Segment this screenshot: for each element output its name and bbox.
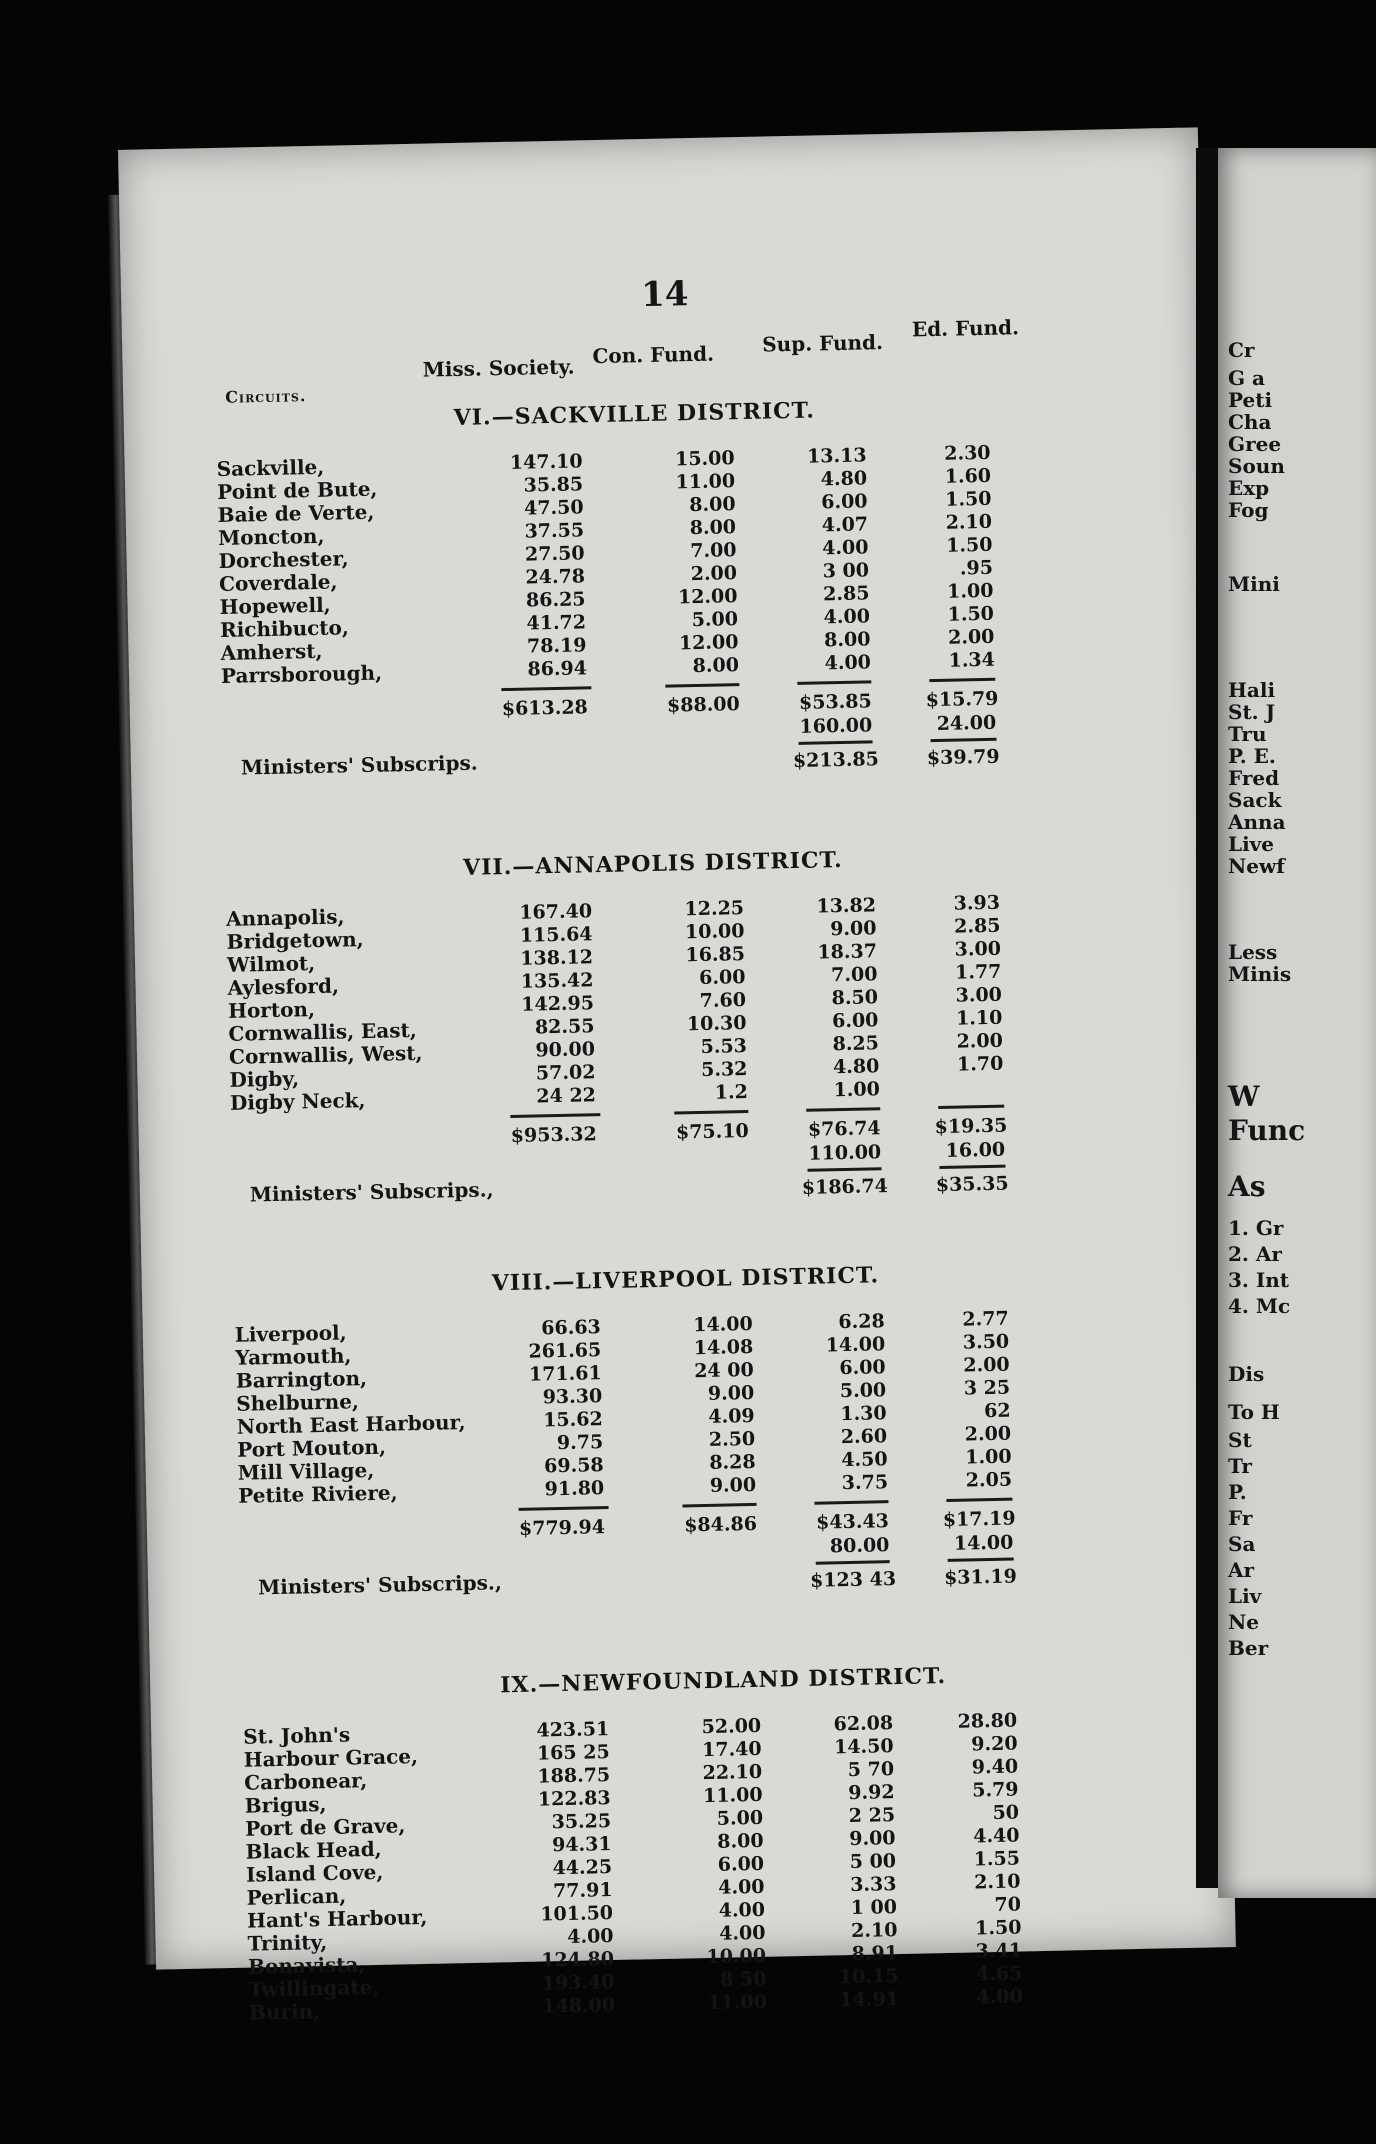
next-page-fragment: Gree	[1228, 432, 1282, 456]
sup-fund-value: 4.80	[832, 1055, 880, 1079]
district-title: VII.—ANNAPOLIS DISTRICT.	[462, 846, 843, 881]
total-rule	[682, 1503, 756, 1508]
circuit-name: Barrington,	[235, 1366, 368, 1393]
next-page-fragment: Less	[1228, 940, 1278, 964]
con-fund-value: 8.00	[717, 1829, 764, 1853]
miss-society-value: 193.40	[541, 1971, 615, 1995]
sup-fund-value: 9.00	[829, 917, 877, 941]
next-page-fragment: Fred	[1228, 766, 1280, 790]
total-rule	[501, 686, 591, 691]
circuit-name: Parrsborough,	[220, 660, 383, 688]
next-page-fragment: G a	[1228, 366, 1266, 390]
miss-society-value: 78.19	[526, 634, 587, 658]
con-fund-value: 2.50	[708, 1427, 756, 1451]
sup-fund-total: $53.85	[798, 690, 872, 714]
miss-society-value: 57.02	[535, 1061, 596, 1085]
next-page-fragment: Mini	[1228, 572, 1280, 596]
sup-fund-value: 14.00	[825, 1333, 886, 1357]
ed-fund-value: 1.34	[948, 648, 996, 672]
sup-fund-grand-total: $213.85	[792, 748, 880, 772]
circuit-name: Mill Village,	[237, 1457, 375, 1485]
ed-fund-value: 1.50	[974, 1916, 1022, 1940]
ed-fund-total: $19.35	[934, 1114, 1008, 1139]
next-page-fragment: Live	[1228, 832, 1275, 856]
header-sup-fund: Sup. Fund.	[761, 330, 884, 357]
header-circuits: Circuits.	[225, 386, 307, 407]
ed-fund-value: 3.00	[954, 937, 1002, 961]
sup-fund-value: 9.00	[849, 1827, 896, 1851]
next-page-fragment: Ber	[1228, 1636, 1269, 1660]
miss-society-value: 47.50	[523, 496, 584, 520]
con-fund-value: 22.10	[702, 1760, 763, 1785]
next-page-fragment: Sack	[1228, 788, 1282, 812]
sup-fund-value: 6.00	[831, 1009, 879, 1033]
miss-society-total: $953.32	[510, 1123, 597, 1147]
miss-society-value: 147.10	[509, 450, 583, 474]
district-section	[150, 1657, 1230, 2025]
sup-fund-value: 6.00	[839, 1356, 886, 1380]
next-page-fragment: Cr	[1228, 338, 1255, 362]
ministers-sup-value: 110.00	[808, 1141, 882, 1165]
con-fund-value: 8.00	[689, 493, 736, 517]
circuit-name: Aylesford,	[227, 973, 340, 1000]
con-fund-value: 11.00	[675, 470, 736, 494]
miss-society-value: 86.94	[527, 657, 588, 681]
ed-fund-value: 2.00	[947, 625, 995, 649]
ed-fund-value: 1.00	[965, 1445, 1012, 1469]
ed-fund-value: 5.79	[972, 1778, 1019, 1802]
con-fund-value: 1.2	[714, 1081, 749, 1104]
miss-society-value: 423.51	[536, 1718, 610, 1742]
miss-society-value: 124.80	[541, 1948, 615, 1972]
con-fund-value: 10.30	[686, 1012, 747, 1036]
con-fund-total: $88.00	[666, 693, 740, 717]
circuit-name: Digby Neck,	[229, 1088, 366, 1115]
sup-fund-value: 2 25	[848, 1804, 896, 1828]
circuit-name: Amherst,	[220, 638, 323, 665]
next-page-fragment: Func	[1228, 1114, 1306, 1147]
sup-fund-value: 13.13	[806, 444, 867, 468]
miss-society-value: 9.75	[556, 1431, 604, 1455]
total-rule	[510, 1113, 600, 1118]
total-rule	[946, 1498, 1012, 1502]
next-page-fragment: To H	[1228, 1400, 1280, 1424]
next-page-fragment: Peti	[1228, 388, 1273, 412]
circuit-name: Cornwallis, West,	[228, 1040, 423, 1069]
sup-fund-value: 6.28	[838, 1310, 885, 1334]
circuit-name: Island Cove,	[245, 1859, 384, 1887]
total-rule	[797, 680, 871, 685]
con-fund-value: 14.00	[693, 1312, 753, 1337]
miss-society-value: 138.12	[520, 946, 594, 970]
miss-society-value: 142.95	[521, 992, 595, 1016]
sup-fund-value: 5 00	[849, 1850, 897, 1874]
circuit-name: Trinity,	[247, 1930, 328, 1956]
circuit-name: Hant's Harbour,	[246, 1904, 428, 1933]
ministers-sup-value: 80.00	[829, 1534, 890, 1558]
miss-society-value: 37.55	[524, 519, 585, 543]
miss-society-total: $779.94	[518, 1516, 606, 1540]
miss-society-value: 41.72	[526, 611, 587, 635]
ed-fund-value: 1.50	[944, 487, 992, 511]
miss-society-value: 167.40	[519, 900, 593, 924]
sup-fund-value: 2.10	[850, 1919, 898, 1943]
district-title: VI.—SACKVILLE DISTRICT.	[453, 397, 816, 432]
total-rule	[665, 683, 739, 688]
sup-fund-grand-total: $123 43	[809, 1568, 897, 1592]
header-con-fund: Con. Fund.	[592, 341, 715, 369]
sup-fund-value: 8.00	[823, 628, 871, 652]
con-fund-value: 5.00	[716, 1806, 764, 1830]
ed-fund-value: 3 25	[963, 1376, 1011, 1400]
sup-fund-value: 6.00	[821, 490, 868, 514]
next-page-fragment: Ne	[1228, 1610, 1260, 1634]
miss-society-value: 35.85	[523, 473, 584, 497]
miss-society-value: 165 25	[536, 1741, 610, 1765]
circuit-name: Harbour Grace,	[243, 1744, 419, 1772]
ed-fund-value: 1.00	[946, 579, 994, 603]
miss-society-value: 86.25	[525, 588, 586, 612]
next-page-fragment: 3. Int	[1228, 1268, 1289, 1292]
next-page-fragment: Cha	[1228, 410, 1272, 434]
header-miss-society: Miss. Society.	[422, 354, 575, 382]
sup-fund-value: 1.30	[840, 1402, 887, 1426]
con-fund-value: 4.09	[708, 1404, 755, 1428]
next-page-fragment: 2. Ar	[1228, 1242, 1282, 1266]
ed-fund-value: 2.85	[953, 914, 1001, 938]
con-fund-value: 4.00	[718, 1898, 766, 1922]
ed-fund-value: 50	[992, 1801, 1020, 1825]
con-fund-value: 12.00	[677, 585, 738, 609]
circuit-name: Hopewell,	[219, 592, 331, 619]
con-fund-value: 10.00	[684, 920, 745, 944]
ed-fund-value: 1.60	[944, 464, 992, 488]
ed-fund-grand-total: $35.35	[935, 1172, 1009, 1197]
total-rule	[519, 1506, 609, 1511]
ed-fund-value: 2.00	[964, 1422, 1012, 1446]
next-page-fragment: P.	[1228, 1480, 1247, 1504]
circuit-name: Twillingate,	[248, 1974, 380, 2002]
ed-fund-total: $15.79	[925, 687, 999, 712]
miss-society-value: 69.58	[543, 1454, 604, 1478]
miss-society-value: 122.83	[537, 1787, 611, 1811]
ed-fund-grand-total: $39.79	[926, 745, 1000, 770]
miss-society-value: 66.63	[541, 1316, 601, 1340]
con-fund-value: 5.53	[700, 1035, 748, 1058]
next-page-fragment: As	[1228, 1170, 1266, 1203]
ed-fund-value: 3.41	[975, 1939, 1023, 1963]
con-fund-value: 5.00	[691, 608, 739, 632]
miss-society-value: 90.00	[535, 1038, 596, 1062]
circuit-name: Coverdale,	[218, 569, 338, 596]
sup-fund-total: $76.74	[807, 1117, 881, 1141]
miss-society-value: 148.00	[542, 1994, 616, 2018]
con-fund-value: 11.00	[707, 1990, 768, 2015]
next-page-fragment: Newf	[1228, 854, 1285, 878]
circuit-name: Black Head,	[245, 1836, 382, 1864]
ed-fund-value: 2.10	[973, 1870, 1021, 1894]
book-gutter	[1196, 148, 1220, 1888]
ministers-subscrips-label: Ministers' Subscrips.,	[249, 1177, 494, 1207]
sup-fund-value: 9.92	[848, 1781, 895, 1805]
grand-total-rule	[816, 1560, 890, 1565]
ed-fund-value: 2.00	[956, 1029, 1004, 1053]
miss-society-value: 188.75	[537, 1764, 611, 1788]
total-rule	[929, 678, 995, 682]
sup-fund-value: 3 00	[822, 559, 870, 583]
sup-fund-value: 5 70	[847, 1758, 895, 1782]
circuit-name: Burin,	[248, 1999, 321, 2025]
miss-society-value: 4.00	[567, 1925, 614, 1948]
circuit-name: Carbonear,	[243, 1768, 368, 1795]
next-page-fragment: 1. Gr	[1228, 1216, 1284, 1240]
circuit-name: Moncton,	[217, 523, 325, 550]
next-page-fragment: Minis	[1228, 962, 1292, 986]
con-fund-value: 24 00	[693, 1358, 754, 1383]
circuit-name: Annapolis,	[225, 904, 345, 931]
miss-society-value: 171.61	[528, 1362, 602, 1386]
con-fund-value: 52.00	[701, 1714, 762, 1739]
circuit-name: Perlican,	[246, 1883, 347, 1910]
con-fund-value: 16.85	[685, 943, 746, 967]
miss-society-value: 93.30	[542, 1385, 603, 1409]
ed-fund-total: $17.19	[942, 1507, 1016, 1532]
con-fund-value: 8.00	[692, 654, 740, 678]
circuit-name: Brigus,	[244, 1791, 327, 1818]
total-rule	[814, 1500, 888, 1505]
sup-fund-value: 8.91	[851, 1942, 899, 1966]
con-fund-value: 10.00	[706, 1944, 767, 1969]
ed-fund-value: 1.10	[955, 1006, 1003, 1030]
circuit-name: Sackville,	[216, 454, 325, 482]
miss-society-value: 24 22	[536, 1084, 597, 1108]
con-fund-value: 15.00	[674, 447, 735, 471]
sup-fund-value: 4.07	[821, 513, 869, 537]
sup-fund-value: 8.50	[831, 986, 879, 1010]
circuit-name: Dorchester,	[218, 546, 349, 573]
next-page-fragment: Tr	[1228, 1454, 1252, 1478]
con-fund-value: 8.00	[689, 516, 737, 540]
ed-fund-value: 2.77	[962, 1307, 1009, 1331]
circuit-name: Port Mouton,	[236, 1434, 387, 1462]
next-page-fragment: Sa	[1228, 1532, 1256, 1556]
sup-fund-value: 2.85	[822, 582, 870, 606]
sup-fund-total: $43.43	[815, 1510, 890, 1534]
miss-society-value: 27.50	[524, 542, 585, 566]
grand-total-rule	[807, 1167, 881, 1172]
sup-fund-value: 5.00	[839, 1379, 887, 1403]
circuit-name: Richibucto,	[219, 615, 350, 642]
sup-fund-value: 3.33	[849, 1873, 897, 1897]
grand-total-rule	[939, 1165, 1005, 1169]
ed-fund-value: 1.50	[945, 533, 993, 557]
sup-fund-value: 3.75	[841, 1471, 889, 1495]
miss-society-value: 115.64	[519, 923, 593, 947]
ministers-sup-value: 160.00	[799, 714, 873, 738]
next-page-fragment: St. J	[1228, 700, 1276, 724]
district-title: IX.—NEWFOUNDLAND DISTRICT.	[499, 1662, 947, 1699]
circuit-name: Wilmot,	[226, 951, 316, 977]
circuit-name: Baie de Verte,	[217, 499, 375, 527]
miss-society-value: 15.62	[542, 1408, 603, 1432]
con-fund-value: 8.28	[709, 1450, 756, 1474]
sup-fund-value: 13.82	[816, 894, 877, 918]
next-page-fragment: Dis	[1228, 1362, 1265, 1386]
ed-fund-value: 3.93	[953, 891, 1001, 915]
miss-society-value: 35.25	[551, 1810, 612, 1834]
sup-fund-value: 1.00	[833, 1078, 881, 1102]
next-page-fragment: P. E.	[1228, 744, 1276, 768]
sup-fund-value: 2.60	[840, 1425, 888, 1449]
ed-fund-value: 1.77	[954, 960, 1002, 984]
ministers-ed-value: 14.00	[953, 1531, 1014, 1555]
con-fund-value: 9.00	[709, 1473, 757, 1497]
con-fund-value: 6.00	[698, 966, 746, 990]
next-page-fragment: Ar	[1228, 1558, 1255, 1582]
miss-society-value: 91.80	[544, 1477, 605, 1501]
next-page-fragment: Anna	[1228, 810, 1286, 834]
ministers-ed-value: 24.00	[936, 711, 997, 735]
con-fund-value: 12.25	[684, 897, 745, 921]
sup-fund-value: 4.00	[823, 605, 871, 629]
con-fund-value: 11.00	[702, 1783, 763, 1808]
ledger-page	[118, 127, 1236, 2025]
miss-society-value: 44.25	[552, 1856, 613, 1880]
sup-fund-value: 4.80	[820, 467, 868, 491]
district-section	[133, 839, 1213, 1207]
ed-fund-value: 3.00	[955, 983, 1003, 1007]
next-page-edge	[1218, 148, 1376, 1898]
sup-fund-value: 14.50	[833, 1735, 894, 1759]
miss-society-value: 77.91	[552, 1879, 613, 1903]
total-rule	[806, 1107, 880, 1112]
sup-fund-grand-total: $186.74	[801, 1175, 889, 1199]
miss-society-value: 135.42	[520, 969, 594, 993]
ed-fund-value: 4.00	[976, 1985, 1024, 2009]
next-page-fragment: Soun	[1228, 454, 1285, 478]
ministers-ed-value: 16.00	[945, 1138, 1006, 1162]
ed-fund-value: 9.20	[971, 1732, 1018, 1756]
con-fund-value: 6.00	[717, 1852, 765, 1876]
sup-fund-value: 4.00	[821, 536, 869, 560]
sup-fund-value: 14.91	[839, 1988, 900, 2012]
sup-fund-value: 62.08	[833, 1712, 894, 1736]
con-fund-value: 7.00	[690, 539, 737, 563]
grand-total-rule	[931, 738, 997, 742]
circuit-name: Digby,	[229, 1066, 300, 1092]
circuit-name: Petite Riviere,	[237, 1480, 398, 1508]
con-fund-value: 14.08	[693, 1335, 754, 1360]
con-fund-value: 7.60	[699, 989, 747, 1013]
next-page-fragment: W	[1228, 1080, 1260, 1113]
circuit-name: Yarmouth,	[235, 1343, 352, 1370]
con-fund-value: 9.00	[707, 1381, 755, 1405]
ed-fund-value: 9.40	[971, 1755, 1019, 1779]
circuit-name: Shelburne,	[236, 1389, 360, 1416]
header-ed-fund: Ed. Fund.	[911, 315, 1020, 342]
total-rule	[674, 1110, 748, 1115]
ed-fund-value: 62	[983, 1399, 1011, 1423]
circuit-name: North East Harbour,	[236, 1410, 466, 1439]
ed-fund-value: 2.30	[944, 441, 991, 465]
ed-fund-value: 1.55	[973, 1847, 1021, 1871]
grand-total-rule	[948, 1558, 1014, 1562]
ed-fund-value: 2.00	[963, 1353, 1010, 1377]
circuit-name: Port de Grave,	[244, 1813, 406, 1841]
ed-fund-value: 2.05	[965, 1468, 1013, 1492]
district-title: VIII.—LIVERPOOL DISTRICT.	[491, 1262, 880, 1297]
sup-fund-value: 1 00	[850, 1896, 898, 1920]
district-section	[142, 1255, 1222, 1600]
ministers-subscrips-label: Ministers' Subscrips.	[240, 750, 478, 780]
next-page-fragment: Tru	[1228, 722, 1267, 746]
next-page-fragment: Liv	[1228, 1584, 1262, 1608]
sup-fund-value: 18.37	[817, 940, 878, 964]
con-fund-value: 4.00	[718, 1875, 765, 1899]
circuit-name: St. John's	[243, 1722, 351, 1749]
miss-society-total: $613.28	[501, 696, 589, 721]
ed-fund-value: 4.65	[975, 1962, 1023, 1986]
sup-fund-value: 4.00	[824, 651, 872, 675]
ministers-subscrips-label: Ministers' Subscrips.,	[257, 1570, 503, 1600]
ed-fund-value: 70	[994, 1893, 1022, 1917]
sup-fund-value: 8.25	[832, 1032, 880, 1056]
circuit-name: Horton,	[227, 997, 316, 1023]
ed-fund-value: 1.50	[947, 602, 995, 626]
con-fund-value: 4.00	[718, 1921, 766, 1945]
grand-total-rule	[799, 740, 873, 745]
ed-fund-value: .95	[959, 556, 994, 580]
miss-society-value: 94.31	[551, 1833, 612, 1857]
ed-fund-value: 2.10	[945, 510, 993, 534]
circuit-name: Cornwallis, East,	[228, 1017, 417, 1046]
con-fund-value: 12.00	[678, 631, 739, 655]
con-fund-value: 17.40	[701, 1737, 762, 1762]
circuit-name: Bonavista,	[247, 1952, 366, 1979]
ed-fund-value: 3.50	[962, 1330, 1010, 1354]
circuit-name: Point de Bute,	[216, 476, 378, 504]
circuit-name: Liverpool,	[234, 1320, 347, 1347]
con-fund-value: 2.00	[690, 562, 738, 586]
miss-society-value: 101.50	[540, 1902, 614, 1926]
ed-fund-grand-total: $31.19	[943, 1565, 1018, 1590]
circuit-name: Bridgetown,	[226, 927, 364, 954]
next-page-fragment: Hali	[1228, 678, 1276, 702]
miss-society-value: 261.65	[528, 1339, 602, 1363]
miss-society-value: 82.55	[534, 1015, 595, 1039]
total-rule	[938, 1105, 1004, 1109]
next-page-fragment: Fr	[1228, 1506, 1253, 1530]
con-fund-total: $75.10	[675, 1120, 749, 1144]
next-page-fragment: St	[1228, 1428, 1252, 1452]
con-fund-value: 8 50	[719, 1967, 767, 1991]
ed-fund-value: 28.80	[957, 1709, 1018, 1733]
miss-society-value: 24.78	[525, 565, 586, 589]
next-page-fragment: 4. Mc	[1228, 1294, 1291, 1318]
sup-fund-value: 10.15	[838, 1965, 899, 1989]
sup-fund-value: 4.50	[841, 1448, 888, 1472]
con-fund-total: $84.86	[683, 1512, 758, 1537]
ed-fund-value: 4.40	[972, 1824, 1020, 1848]
sup-fund-value: 7.00	[830, 963, 878, 987]
ed-fund-value: 1.70	[956, 1052, 1004, 1076]
next-page-fragment: Exp	[1228, 476, 1270, 500]
con-fund-value: 5.32	[700, 1058, 748, 1081]
next-page-fragment: Fog	[1228, 498, 1269, 522]
page-number: 14	[640, 274, 689, 316]
